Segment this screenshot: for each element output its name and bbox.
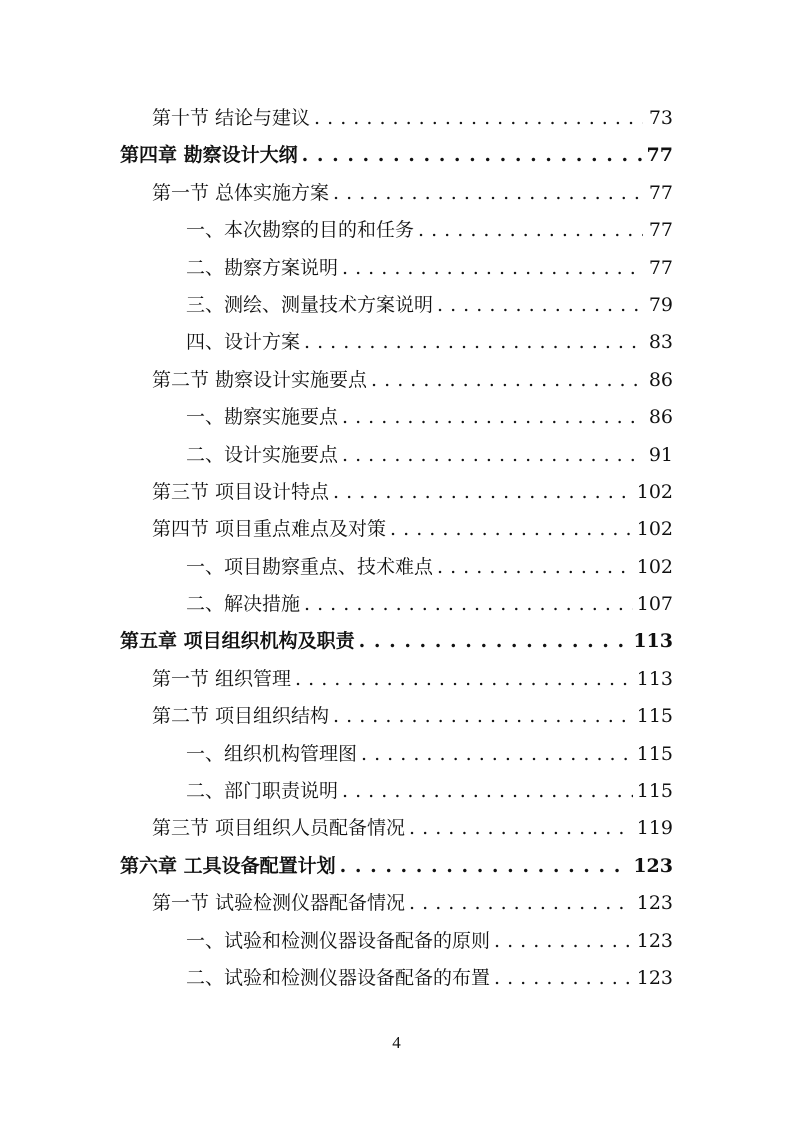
toc-entry-title: 一、本次勘察的目的和任务	[186, 219, 415, 242]
toc-entry-page-number: 113	[633, 630, 673, 653]
toc-entry-title: 第四节 项目重点难点及对策	[152, 518, 387, 541]
toc-entry-title: 第二节 勘察设计实施要点	[152, 368, 368, 391]
toc-entry-title: 第一节 试验检测仪器配备情况	[152, 892, 406, 915]
toc-entry-title: 第五章 项目组织机构及职责	[120, 630, 355, 653]
toc-dot-leader	[295, 661, 633, 698]
toc-dot-leader	[333, 474, 633, 511]
toc-section-entry[interactable]	[120, 175, 673, 212]
toc-chapter-entry[interactable]	[120, 623, 673, 660]
toc-dot-leader	[494, 960, 633, 997]
toc-section-entry[interactable]	[120, 810, 673, 847]
toc-entry-page-number: 79	[648, 293, 673, 316]
toc-dot-leader	[314, 100, 643, 137]
toc-dot-leader	[361, 736, 633, 773]
toc-chapter-entry[interactable]	[120, 848, 673, 885]
toc-entry-page-number: 77	[648, 181, 673, 204]
toc-subsection-entry[interactable]	[120, 960, 673, 997]
toc-entry-title: 一、试验和检测仪器设备配备的原则	[186, 929, 491, 952]
toc-dot-leader	[342, 250, 643, 287]
toc-subsection-entry[interactable]	[120, 773, 673, 810]
toc-entry-title: 第三节 项目组织人员配备情况	[152, 817, 406, 840]
toc-dot-leader	[342, 773, 633, 810]
toc-section-entry[interactable]	[120, 661, 673, 698]
toc-subsection-entry[interactable]	[120, 324, 673, 361]
toc-entry-title: 第十节 结论与建议	[152, 107, 311, 129]
toc-entry-title: 第一节 总体实施方案	[152, 181, 330, 204]
toc-entry-title: 二、设计实施要点	[186, 443, 339, 466]
toc-section-entry[interactable]	[120, 885, 673, 922]
toc-dot-leader	[342, 399, 643, 436]
toc-section-entry[interactable]	[120, 100, 673, 137]
toc-dot-leader	[390, 511, 633, 548]
toc-entry-page-number: 77	[648, 219, 673, 242]
toc-subsection-entry[interactable]	[120, 287, 673, 324]
toc-section-entry[interactable]	[120, 511, 673, 548]
toc-entry-title: 第三节 项目设计特点	[152, 480, 330, 503]
toc-entry-page-number: 86	[648, 406, 673, 429]
toc-entry-page-number: 73	[648, 107, 673, 129]
toc-dot-leader	[304, 324, 643, 361]
toc-subsection-entry[interactable]	[120, 736, 673, 773]
toc-entry-page-number: 77	[646, 144, 673, 167]
toc-dot-leader	[371, 362, 643, 399]
toc-dot-leader	[340, 848, 630, 885]
toc-entry-page-number: 123	[636, 966, 673, 989]
toc-dot-leader	[418, 212, 643, 249]
toc-entry-page-number: 102	[636, 518, 673, 541]
toc-entry-page-number: 91	[648, 443, 673, 466]
toc-subsection-entry[interactable]	[120, 399, 673, 436]
toc-subsection-entry[interactable]	[120, 250, 673, 287]
toc-dot-leader	[437, 549, 633, 586]
toc-entry-page-number: 86	[648, 368, 673, 391]
toc-subsection-entry[interactable]	[120, 923, 673, 960]
toc-chapter-entry[interactable]	[120, 137, 673, 174]
toc-entry-title: 二、试验和检测仪器设备配备的布置	[186, 966, 491, 989]
toc-entry-page-number: 115	[636, 742, 673, 765]
toc-dot-leader	[302, 137, 643, 174]
toc-section-entry[interactable]	[120, 474, 673, 511]
toc-entry-title: 二、解决措施	[186, 593, 301, 616]
toc-subsection-entry[interactable]	[120, 586, 673, 623]
toc-dot-leader	[494, 923, 633, 960]
toc-section-entry[interactable]	[120, 362, 673, 399]
toc-entry-title: 一、勘察实施要点	[186, 406, 339, 429]
toc-entry-page-number: 115	[636, 780, 673, 803]
toc-entry-title: 二、部门职责说明	[186, 780, 339, 803]
toc-dot-leader	[437, 287, 643, 324]
toc-entry-page-number: 119	[636, 817, 673, 840]
toc-entry-title: 二、勘察方案说明	[186, 256, 339, 279]
table-of-contents	[120, 100, 673, 997]
toc-subsection-entry[interactable]	[120, 549, 673, 586]
toc-dot-leader	[409, 885, 633, 922]
toc-entry-title: 第一节 组织管理	[152, 667, 292, 690]
toc-section-entry[interactable]	[120, 698, 673, 735]
toc-entry-page-number: 123	[636, 892, 673, 915]
toc-entry-page-number: 115	[636, 705, 673, 728]
page-number: 4	[392, 1033, 401, 1052]
toc-entry-page-number: 123	[633, 854, 673, 877]
toc-entry-title: 第四章 勘察设计大纲	[120, 144, 298, 167]
toc-entry-title: 一、组织机构管理图	[186, 742, 358, 765]
toc-dot-leader	[304, 586, 633, 623]
toc-entry-title: 第六章 工具设备配置计划	[120, 854, 336, 877]
toc-dot-leader	[409, 810, 633, 847]
toc-entry-title: 第二节 项目组织结构	[152, 705, 330, 728]
toc-entry-page-number: 107	[636, 593, 673, 616]
toc-subsection-entry[interactable]	[120, 212, 673, 249]
toc-entry-title: 四、设计方案	[186, 331, 301, 354]
toc-entry-page-number: 77	[648, 256, 673, 279]
toc-dot-leader	[333, 698, 633, 735]
toc-subsection-entry[interactable]	[120, 437, 673, 474]
toc-dot-leader	[359, 623, 630, 660]
toc-dot-leader	[333, 175, 643, 212]
toc-entry-title: 一、项目勘察重点、技术难点	[186, 555, 434, 578]
toc-entry-title: 三、测绘、测量技术方案说明	[186, 293, 434, 316]
toc-entry-page-number: 113	[636, 667, 673, 690]
toc-entry-page-number: 83	[648, 331, 673, 354]
toc-entry-page-number: 123	[636, 929, 673, 952]
toc-dot-leader	[342, 437, 643, 474]
toc-entry-page-number: 102	[636, 555, 673, 578]
toc-entry-page-number: 102	[636, 480, 673, 503]
